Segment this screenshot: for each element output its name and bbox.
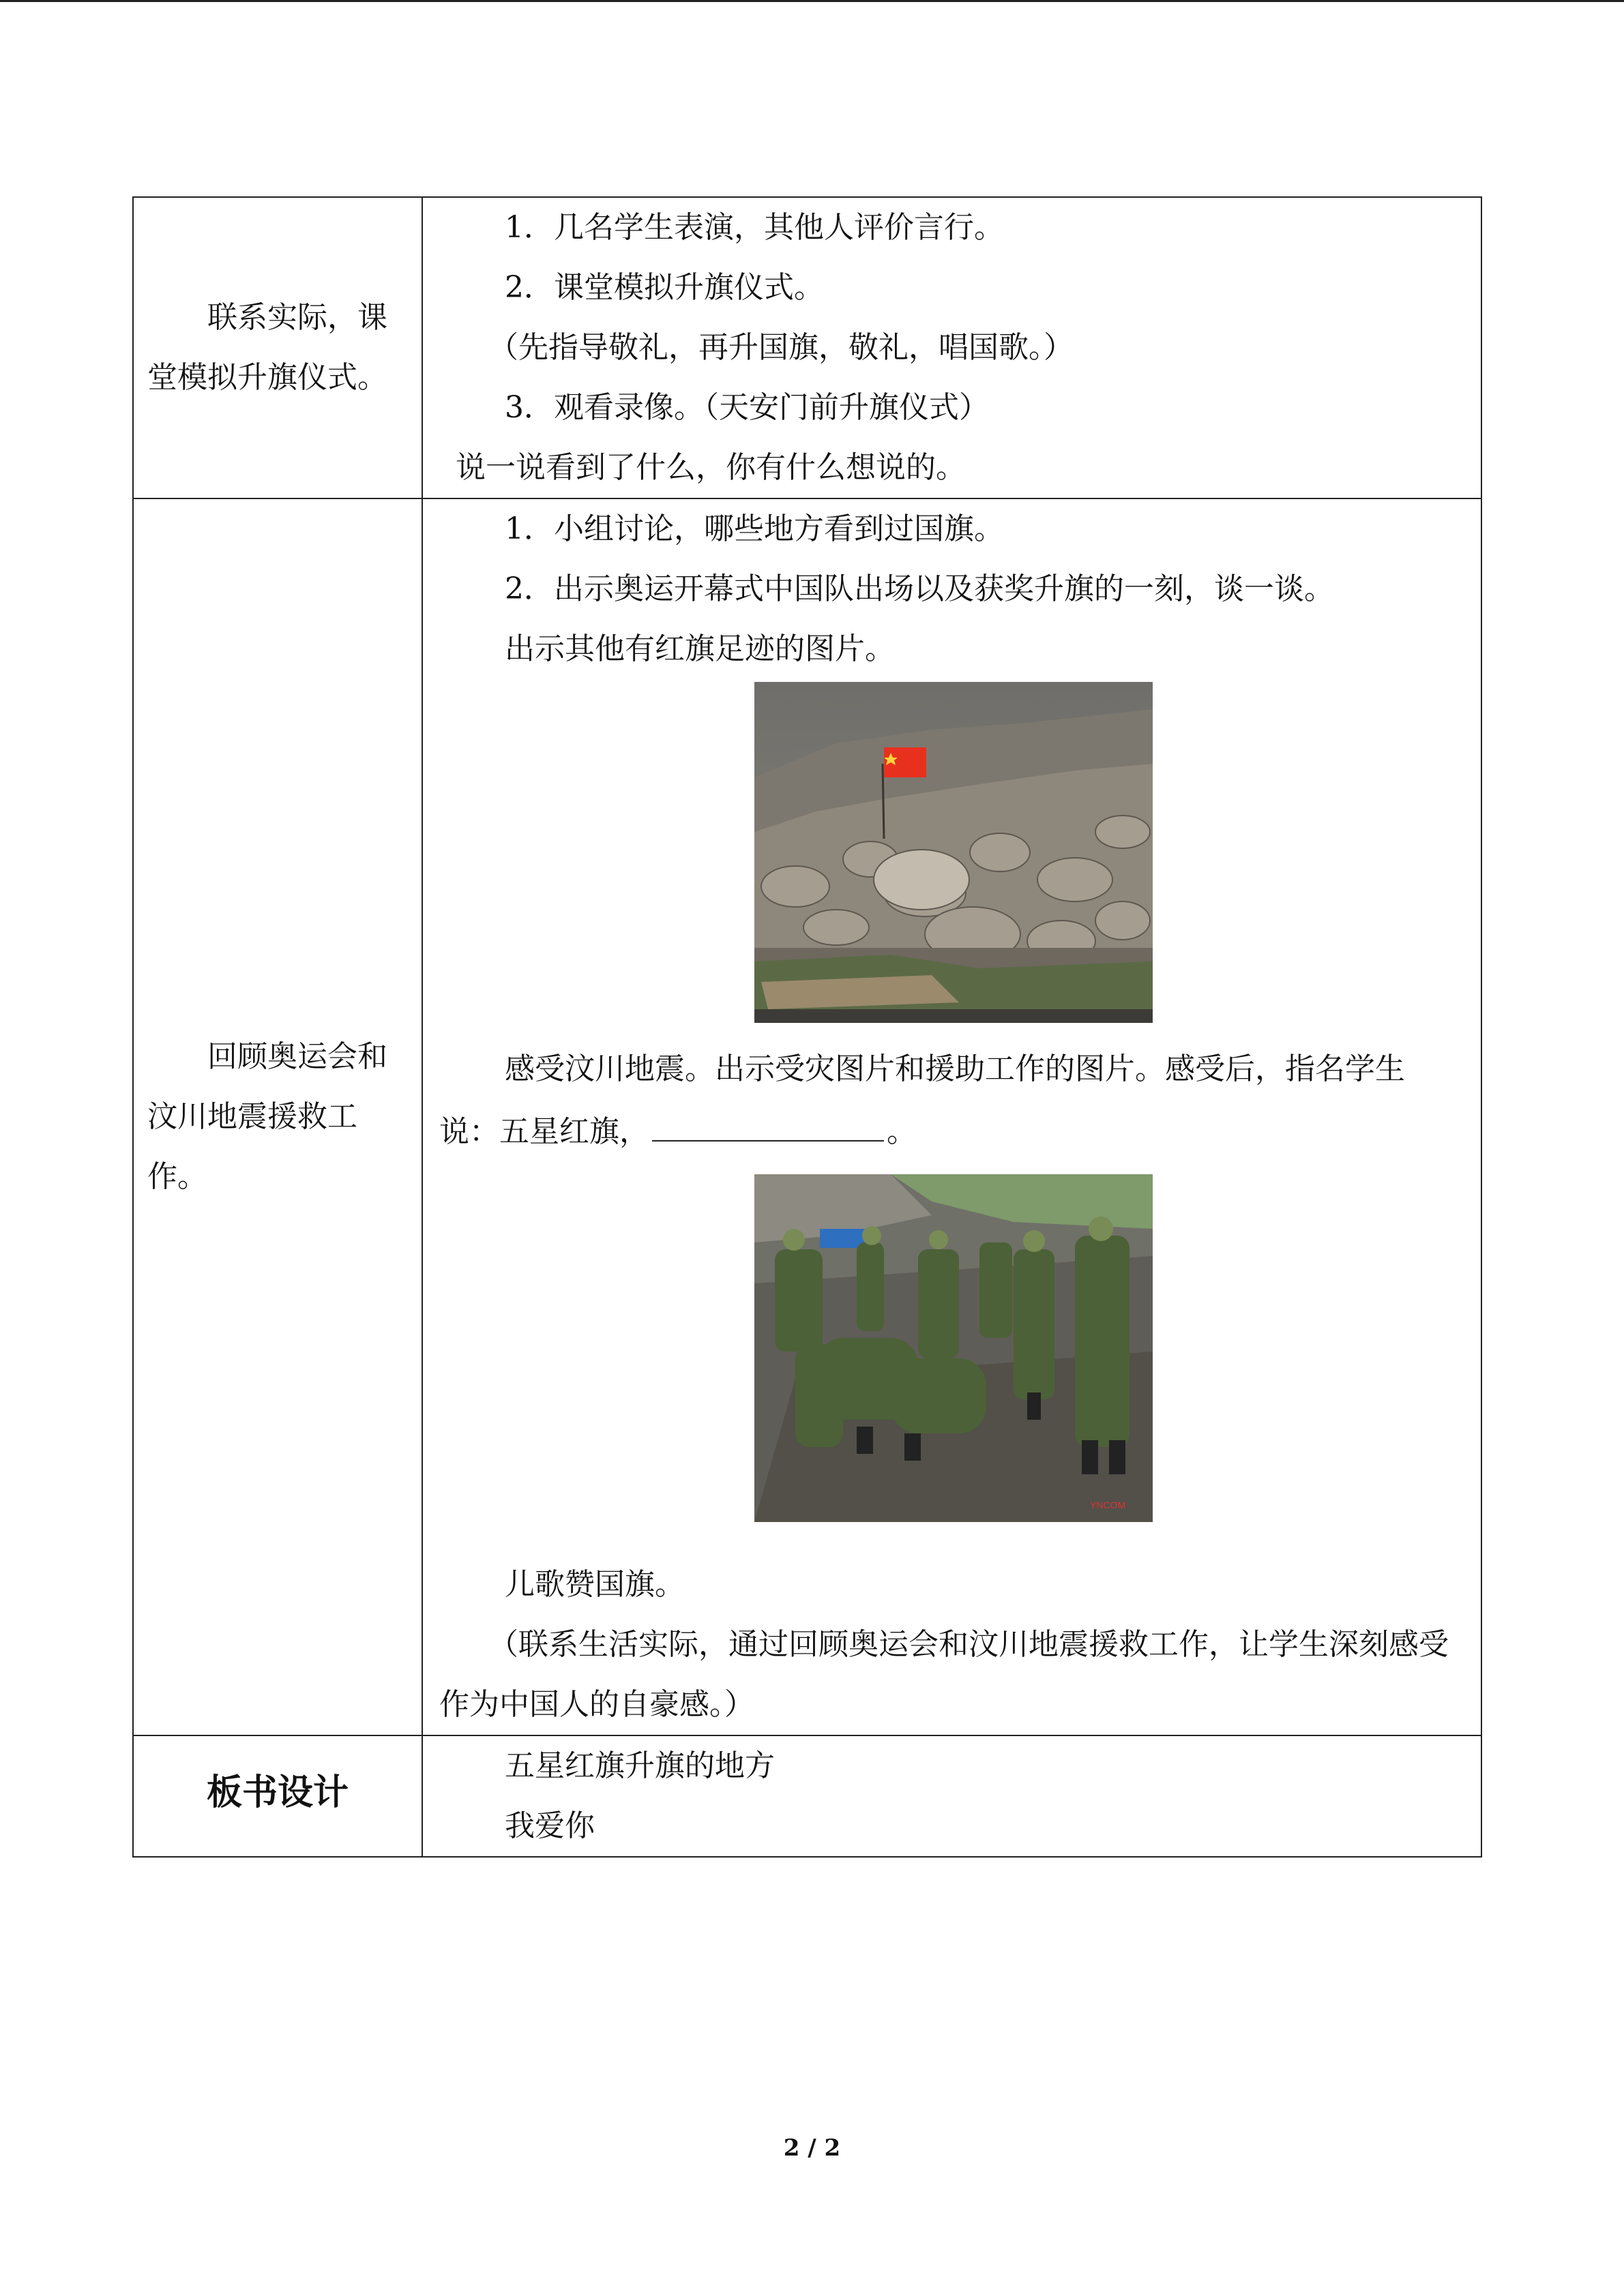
fill-in-blank	[652, 1099, 884, 1142]
row1-left-cell	[133, 197, 422, 498]
row1-line-5: 说一说看到了什么，你有什么想说的。	[456, 450, 966, 485]
row3-right-cell	[422, 1735, 1481, 1857]
row2-right-cell	[422, 498, 1481, 1735]
earthquake-end: 。	[887, 1114, 917, 1149]
row3-line-2: 我爱你	[505, 1808, 595, 1843]
row2-song-line: 儿歌赞国旗。	[505, 1567, 685, 1602]
row1-line-3: （先指导敬礼，再升国旗，敬礼，唱国歌。）	[488, 330, 1074, 365]
row2-line-1: 1．小组讨论，哪些地方看到过国旗。	[505, 511, 1004, 546]
table-row	[133, 1735, 1481, 1857]
row2-left-cell	[133, 498, 422, 1735]
row2-summary-line: （联系生活实际，通过回顾奥运会和汶川地震援救工作，让学生深刻感受作为中国人的自豪感。）	[439, 1627, 1449, 1722]
row2-earthquake-line	[439, 1039, 1453, 1162]
board-design-heading: 板书设计	[206, 1772, 349, 1813]
row1-line-1: 1．几名学生表演，其他人评价言行。	[505, 210, 1004, 245]
row2-line-3: 出示其他有红旗足迹的图片。	[505, 631, 895, 666]
row1-line-4: 3．观看录像。（天安门前升旗仪式）	[505, 390, 989, 425]
row2-line-2: 2．出示奥运开幕式中国队出场以及获奖升旗的一刻，谈一谈。	[505, 571, 1334, 606]
row2-left-text: 回顾奥运会和汶川地震援救工作。	[147, 1039, 387, 1194]
flag-on-rubble-photo	[754, 682, 1153, 1023]
row1-left-text: 联系实际，课堂模拟升旗仪式。	[147, 300, 387, 395]
row1-line-2: 2．课堂模拟升旗仪式。	[505, 270, 824, 305]
page-top-border	[0, 0, 1624, 2]
page-number: 2 / 2	[783, 2134, 841, 2162]
lesson-plan-table	[132, 196, 1482, 1858]
photo-watermark: YNCOM	[1089, 1500, 1125, 1510]
row3-left-cell	[133, 1735, 422, 1857]
table-row	[133, 197, 1481, 498]
row1-right-cell	[422, 197, 1481, 498]
soldiers-rescue-photo	[754, 1174, 1153, 1522]
earthquake-text: 感受汶川地震。出示受灾图片和援助工作的图片。感受后，指名学生说：五星红旗，	[439, 1052, 1405, 1149]
row3-line-1: 五星红旗升旗的地方	[505, 1748, 775, 1783]
table-row	[133, 498, 1481, 1735]
